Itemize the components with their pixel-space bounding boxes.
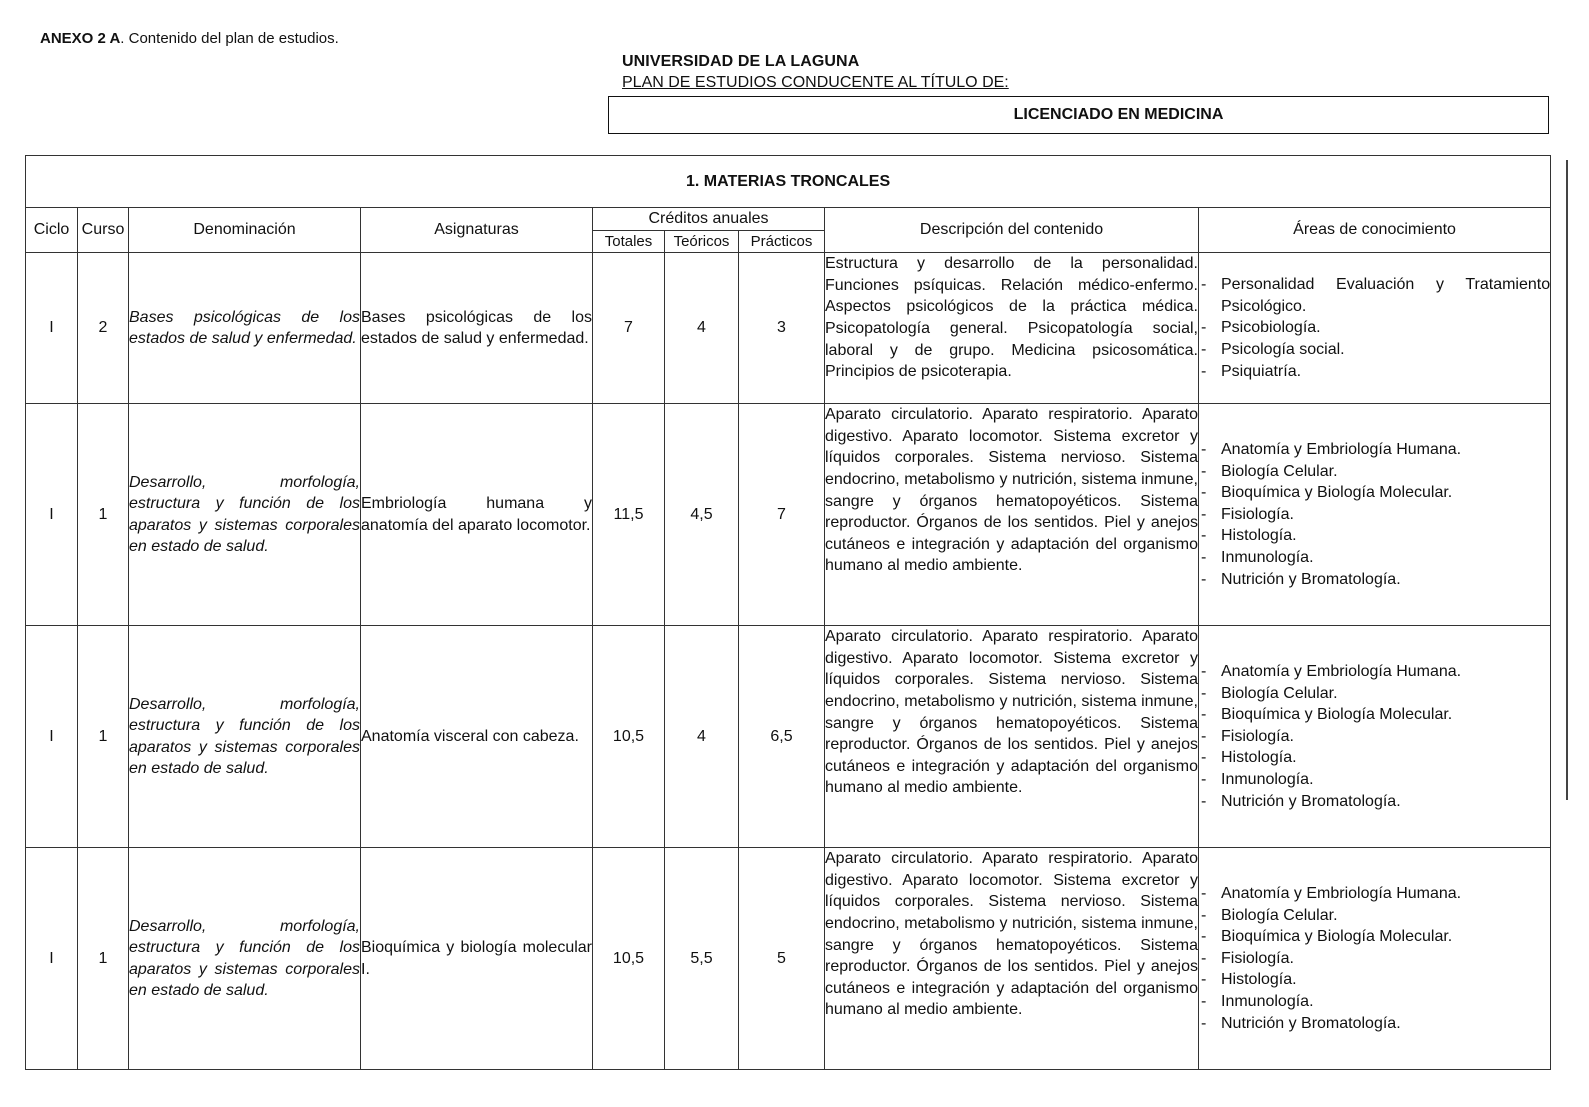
col-denominacion: Denominación	[129, 208, 361, 253]
plan-title: PLAN DE ESTUDIOS CONDUCENTE AL TÍTULO DE:	[622, 74, 1009, 91]
cell-areas	[1199, 626, 1551, 848]
cell-totales: 7	[593, 253, 665, 404]
list-item: - Fisiología.	[1199, 948, 1550, 970]
list-item: - Psicobiología.	[1199, 317, 1550, 339]
cell-teoricos: 4	[665, 253, 739, 404]
cell-practicos: 7	[739, 404, 825, 626]
degree-title: LICENCIADO EN MEDICINA	[1013, 106, 1224, 123]
areas-list	[1199, 439, 1550, 590]
col-practicos: Prácticos	[739, 230, 825, 253]
university-name: UNIVERSIDAD DE LA LAGUNA	[622, 53, 860, 70]
page-edge-line	[1566, 160, 1568, 800]
areas-list	[1199, 274, 1550, 382]
list-item: - Bioquímica y Biología Molecular.	[1199, 704, 1550, 726]
cell-teoricos: 4	[665, 626, 739, 848]
list-item: - Bioquímica y Biología Molecular.	[1199, 926, 1550, 948]
section-title: 1. MATERIAS TRONCALES	[26, 156, 1551, 208]
cell-ciclo: I	[26, 626, 78, 848]
list-item: - Biología Celular.	[1199, 905, 1550, 927]
cell-asignatura: Bases psicológicas de los estados de salud y enfermedad.	[361, 253, 593, 404]
col-areas: Áreas de conocimiento	[1199, 208, 1551, 253]
cell-totales: 10,5	[593, 848, 665, 1070]
list-item: - Histología.	[1199, 747, 1550, 769]
cell-denominacion: Desarrollo, morfología, estructura y función de los aparatos y sistemas corporales en estado de salud.	[129, 626, 361, 848]
cell-ciclo: I	[26, 848, 78, 1070]
list-item: - Personalidad Evaluación y Tratamiento Psicológico.	[1199, 274, 1550, 317]
col-teoricos: Teóricos	[665, 230, 739, 253]
col-totales: Totales	[593, 230, 665, 253]
list-item: - Psicología social.	[1199, 339, 1550, 361]
table-row	[26, 404, 1551, 626]
cell-asignatura: Bioquímica y biología molecular I.	[361, 848, 593, 1070]
cell-curso: 2	[78, 253, 129, 404]
list-item: - Inmunología.	[1199, 769, 1550, 791]
cell-ciclo: I	[26, 404, 78, 626]
cell-areas	[1199, 404, 1551, 626]
list-item: - Nutrición y Bromatología.	[1199, 791, 1550, 813]
cell-descripcion: Aparato circulatorio. Aparato respiratorio. Aparato digestivo. Aparato locomotor. Sistema excretor y líquidos corporales. Sistema nervioso. Sistema endocrino, metabolismo y nutrición, sistema inmune, sangre y órganos hematopoyéticos. Sistema reproductor. Órganos de los sentidos. Piel y anejos cutáneos e integración y adaptación del organismo humano al medio ambiente.	[825, 848, 1199, 1070]
list-item: - Fisiología.	[1199, 504, 1550, 526]
cell-teoricos: 5,5	[665, 848, 739, 1070]
cell-denominacion: Desarrollo, morfología, estructura y función de los aparatos y sistemas corporales en estado de salud.	[129, 404, 361, 626]
list-item: - Inmunología.	[1199, 991, 1550, 1013]
table-row	[26, 626, 1551, 848]
annex-text: . Contenido del plan de estudios.	[120, 30, 339, 47]
list-item: - Bioquímica y Biología Molecular.	[1199, 482, 1550, 504]
list-item: - Histología.	[1199, 525, 1550, 547]
cell-practicos: 6,5	[739, 626, 825, 848]
list-item: - Anatomía y Embriología Humana.	[1199, 883, 1550, 905]
table-row	[26, 848, 1551, 1070]
cell-denominacion: Desarrollo, morfología, estructura y función de los aparatos y sistemas corporales en estado de salud.	[129, 848, 361, 1070]
cell-areas	[1199, 848, 1551, 1070]
degree-box	[608, 96, 1549, 134]
cell-curso: 1	[78, 626, 129, 848]
cell-curso: 1	[78, 404, 129, 626]
cell-descripcion: Aparato circulatorio. Aparato respiratorio. Aparato digestivo. Aparato locomotor. Sistema excretor y líquidos corporales. Sistema nervioso. Sistema endocrino, metabolismo y nutrición, sistema inmune, sangre y órganos hematopoyéticos. Sistema reproductor. Órganos de los sentidos. Piel y anejos cutáneos e integración y adaptación del organismo humano al medio ambiente.	[825, 626, 1199, 848]
annex-heading	[40, 30, 339, 47]
cell-descripcion: Aparato circulatorio. Aparato respiratorio. Aparato digestivo. Aparato locomotor. Sistema excretor y líquidos corporales. Sistema nervioso. Sistema endocrino, metabolismo y nutrición, sistema inmune, sangre y órganos hematopoyéticos. Sistema reproductor. Órganos de los sentidos. Piel y anejos cutáneos e integración y adaptación del organismo humano al medio ambiente.	[825, 404, 1199, 626]
cell-totales: 11,5	[593, 404, 665, 626]
materias-troncales-table	[25, 155, 1551, 1070]
areas-list	[1199, 661, 1550, 812]
cell-practicos: 3	[739, 253, 825, 404]
list-item: - Histología.	[1199, 969, 1550, 991]
list-item: - Fisiología.	[1199, 726, 1550, 748]
list-item: - Biología Celular.	[1199, 461, 1550, 483]
cell-asignatura: Embriología humana y anatomía del aparato locomotor.	[361, 404, 593, 626]
list-item: - Inmunología.	[1199, 547, 1550, 569]
cell-teoricos: 4,5	[665, 404, 739, 626]
col-ciclo: Ciclo	[26, 208, 78, 253]
list-item: - Anatomía y Embriología Humana.	[1199, 439, 1550, 461]
col-creditos: Créditos anuales	[593, 208, 825, 231]
list-item: - Nutrición y Bromatología.	[1199, 569, 1550, 591]
cell-asignatura: Anatomía visceral con cabeza.	[361, 626, 593, 848]
table-row	[26, 253, 1551, 404]
cell-practicos: 5	[739, 848, 825, 1070]
col-curso: Curso	[78, 208, 129, 253]
cell-curso: 1	[78, 848, 129, 1070]
col-descripcion: Descripción del contenido	[825, 208, 1199, 253]
areas-list	[1199, 883, 1550, 1034]
list-item: - Nutrición y Bromatología.	[1199, 1013, 1550, 1035]
cell-areas	[1199, 253, 1551, 404]
cell-denominacion: Bases psicológicas de los estados de salud y enfermedad.	[129, 253, 361, 404]
list-item: - Psiquiatría.	[1199, 361, 1550, 383]
list-item: - Biología Celular.	[1199, 683, 1550, 705]
list-item: - Anatomía y Embriología Humana.	[1199, 661, 1550, 683]
cell-totales: 10,5	[593, 626, 665, 848]
cell-descripcion: Estructura y desarrollo de la personalidad. Funciones psíquicas. Relación médico-enfermo. Aspectos psicológicos de la práctica médica. Psicopatología general. Psicopatología social, laboral y de grupo. Medicina psicosomática. Principios de psicoterapia.	[825, 253, 1199, 404]
col-asignaturas: Asignaturas	[361, 208, 593, 253]
annex-label: ANEXO 2 A	[40, 30, 121, 47]
cell-ciclo: I	[26, 253, 78, 404]
